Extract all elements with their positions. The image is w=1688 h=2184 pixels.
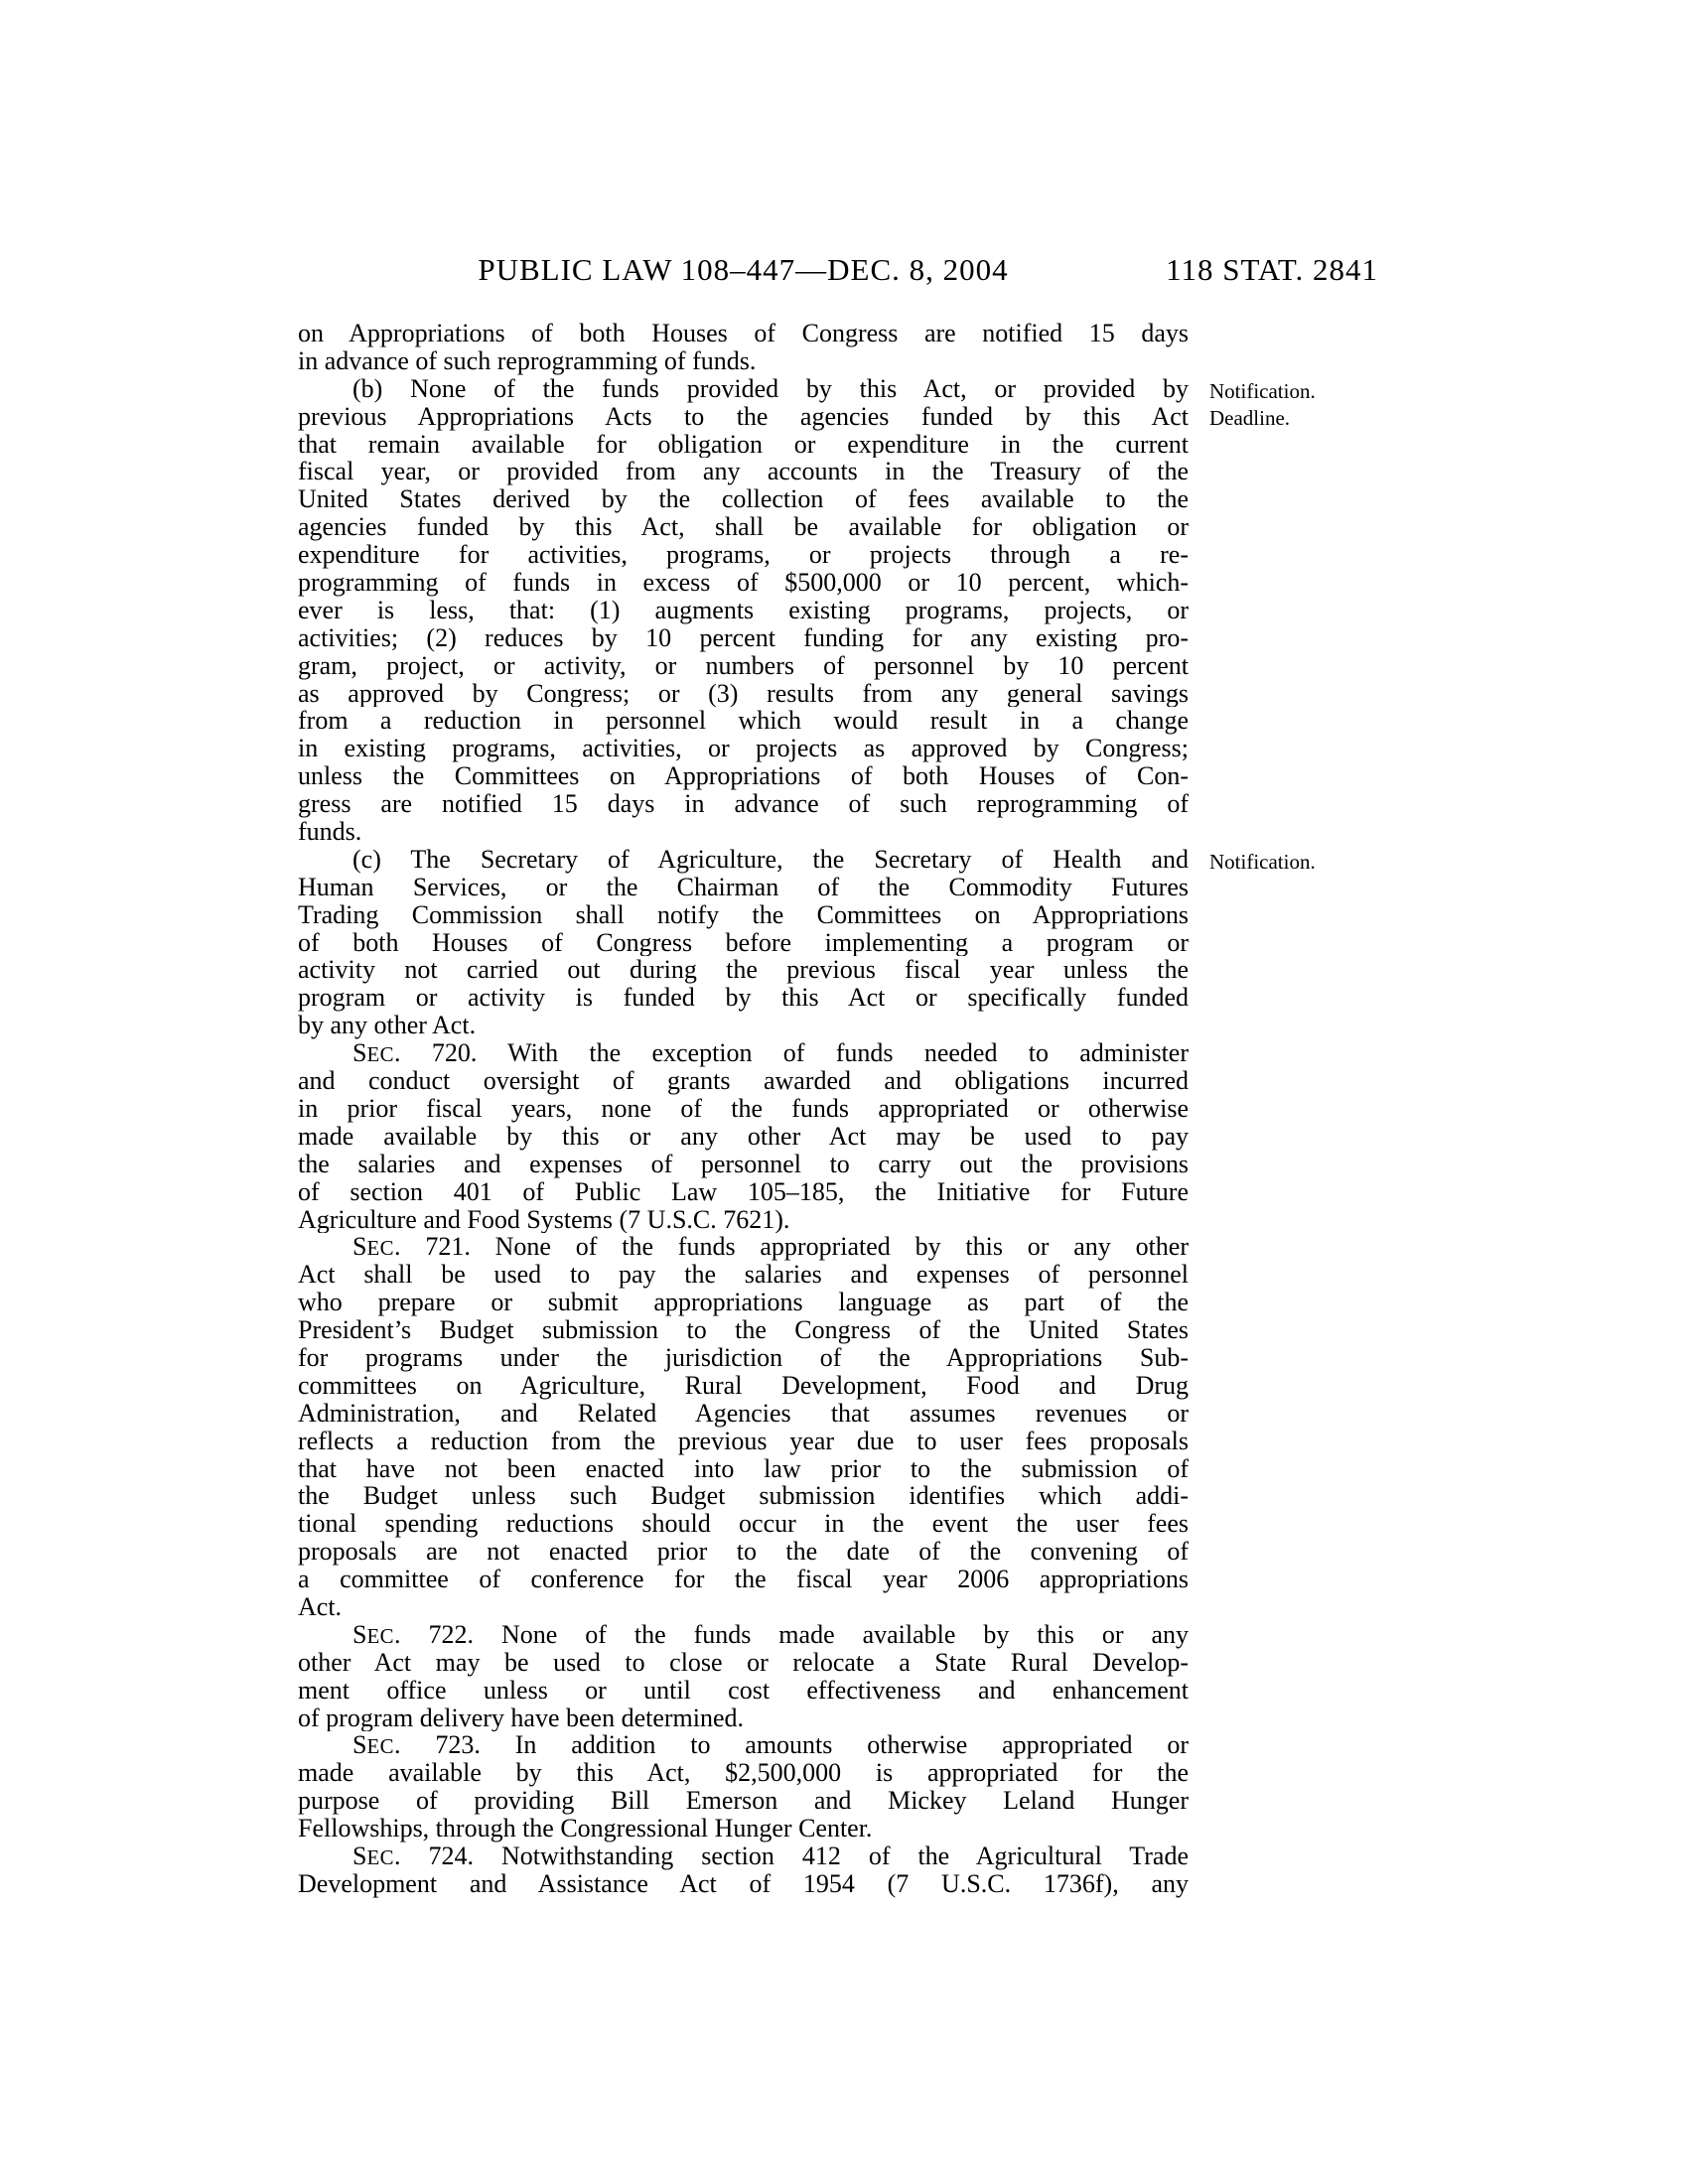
margin-note [1209,849,1468,877]
text-line: Development and Assistance Act of 1954 (7 U.S.C. 1736f), any [298,1869,1189,1898]
text-line: that remain available for obligation or expenditure in the current [298,430,1189,459]
text-line: and conduct oversight of grants awarded and obligations incurred [298,1067,1189,1095]
section-label-smallcaps: EC [366,1845,395,1869]
margin-note-line: Notification. [1209,378,1316,403]
text-line: from a reduction in personnel which would result in a change [298,707,1189,736]
text-line: unless the Committees on Appropriations of both Houses of Con- [298,762,1189,791]
text-line: committees on Agriculture, Rural Development, Food and Drug [298,1371,1189,1400]
section-label-smallcaps: EC [366,1237,395,1261]
text-line: tional spending reductions should occur in the event the user fees [298,1510,1189,1539]
running-header-stat-number: 118 STAT. 2841 [1166,252,1378,287]
text-line: fiscal year, or provided from any accounts in the Treasury of the [298,458,1189,486]
text-line: for programs under the jurisdiction of the Appropriations Sub- [298,1343,1189,1372]
text-line: of section 401 of Public Law 105–185, the Initiative for Future [298,1177,1189,1206]
text-line: (b) None of the funds provided by this Act, or provided by [352,374,1189,403]
text-line: ever is less, that: (1) augments existing programs, projects, or [298,596,1189,624]
margin-note [1209,378,1468,433]
text-line: expenditure for activities, programs, or projects through a re- [298,541,1189,570]
margin-note-line: Notification. [1209,850,1316,875]
text-line: other Act may be used to close or relocate a State Rural Develop- [298,1648,1189,1677]
text-line: of both Houses of Congress before implementing a program or [298,928,1189,957]
text-line: purpose of providing Bill Emerson and Mickey Leland Hunger [298,1787,1189,1816]
text-line: in existing programs, activities, or projects as approved by Congress; [298,735,1189,763]
text-line: who prepare or submit appropriations language as part of the [298,1289,1189,1317]
statute-text-body [298,320,1189,1898]
text-line: gress are notified 15 days in advance of such reprogramming of [298,790,1189,819]
text-line: SEC. 724. Notwithstanding section 412 of the Agricultural Trade [352,1842,1189,1870]
text-line: United States derived by the collection of fees available to the [298,485,1189,514]
text-line: Fellowships, through the Congressional Hunger Center. [298,1815,873,1843]
text-line: Act. [298,1592,343,1621]
text-line: in advance of such reprogramming of funds. [298,346,757,375]
text-line: agencies funded by this Act, shall be available for obligation or [298,513,1189,542]
text-line: Human Services, or the Chairman of the Commodity Futures [298,873,1189,901]
running-header-law-title: PUBLIC LAW 108–447—DEC. 8, 2004 [478,252,1009,287]
text-line: President’s Budget submission to the Congress of the United States [298,1316,1189,1344]
text-line: proposals are not enacted prior to the date of the convening of [298,1538,1189,1567]
text-line: the Budget unless such Budget submission identifies which addi- [298,1482,1189,1511]
text-line: program or activity is funded by this Act or specifically funded [298,984,1189,1013]
text-line: Administration, and Related Agencies that assumes revenues or [298,1399,1189,1428]
text-line: ment office unless or until cost effectiveness and enhancement [298,1676,1189,1705]
text-line: the salaries and expenses of personnel to carry out the provisions [298,1150,1189,1178]
text-line: Act shall be used to pay the salaries and expenses of personnel [298,1261,1189,1290]
text-line: as approved by Congress; or (3) results from any general savings [298,679,1189,708]
text-line: SEC. 721. None of the funds appropriated by this or any other [352,1233,1189,1262]
text-line: that have not been enacted into law prior to the submission of [298,1454,1189,1483]
text-line: activity not carried out during the previous fiscal year unless the [298,956,1189,985]
text-line: in prior fiscal years, none of the funds appropriated or otherwise [298,1094,1189,1123]
text-line: Trading Commission shall notify the Committees on Appropriations [298,900,1189,929]
text-line: activities; (2) reduces by 10 percent funding for any existing pro- [298,623,1189,652]
text-line: (c) The Secretary of Agriculture, the Secretary of Health and [352,845,1189,874]
text-line: made available by this or any other Act may be used to pay [298,1122,1189,1151]
text-line: a committee of conference for the fiscal year 2006 appropriations [298,1566,1189,1593]
text-line: programming of funds in excess of $500,000 or 10 percent, which- [298,569,1189,597]
margin-note-line: Deadline. [1209,406,1291,431]
text-line: previous Appropriations Acts to the agencies funded by this Act [298,402,1189,431]
section-label-smallcaps: EC [366,1043,395,1067]
text-line: gram, project, or activity, or numbers of personnel by 10 percent [298,651,1189,680]
text-line: SEC. 723. In addition to amounts otherwise appropriated or [352,1731,1189,1760]
text-line: of program delivery have been determined. [298,1704,745,1732]
section-label-smallcaps: EC [366,1624,395,1648]
text-line: on Appropriations of both Houses of Congress are notified 15 days [298,320,1189,347]
text-line: SEC. 722. None of the funds made available by this or any [352,1620,1189,1649]
text-line: Agriculture and Food Systems (7 U.S.C. 7621). [298,1205,790,1234]
text-line: funds. [298,818,362,846]
text-line: made available by this Act, $2,500,000 is appropriated for the [298,1759,1189,1788]
text-line: by any other Act. [298,1012,477,1040]
text-line: SEC. 720. With the exception of funds needed to administer [352,1039,1189,1068]
section-label-smallcaps: EC [366,1735,395,1759]
text-line: reflects a reduction from the previous year due to user fees proposals [298,1427,1189,1455]
